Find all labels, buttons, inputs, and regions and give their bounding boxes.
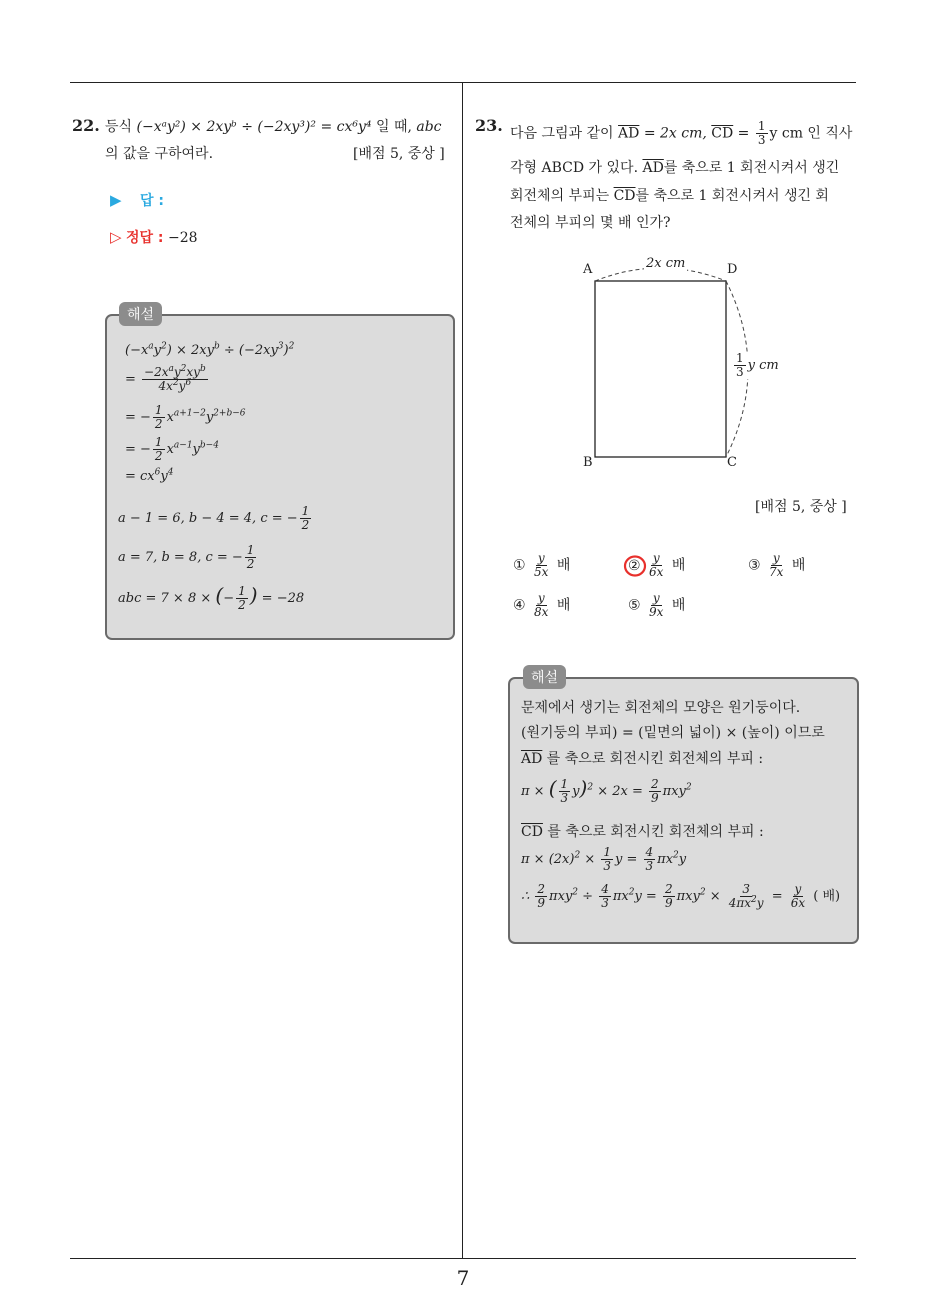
q22-answer-row <box>110 190 164 210</box>
q22-line2: 의 값을 구하여라. <box>105 146 214 162</box>
q23-line4: 전체의 부피의 몇 배 인가? <box>510 215 671 231</box>
q22-text-mid: 일 때, <box>375 119 412 135</box>
q23-sol-line-2: (원기둥의 부피) = (밑면의 넓이) × (높이) 이므로 <box>521 725 825 741</box>
q23-sol-line-7: ∴ $\frac{2}{9}$ πxy$^2$ ÷ $\frac{4}{3}$ $\pi x^2y$ = $\frac{2}{9}$ πxy$^2$ × $\frac{3}{4\pi x^2y}$ = $\frac{y}{6x}$ ( 배) <box>521 882 841 910</box>
q22-solution-tag: 해설 <box>119 302 162 326</box>
side-dimension-label <box>732 352 779 379</box>
q23-sol-line-1: 문제에서 생기는 회전체의 모양은 원기둥이다. <box>521 700 801 716</box>
question-22-text <box>105 114 455 140</box>
page-number: 7 <box>456 1266 470 1290</box>
selected-circle-mark <box>623 554 649 580</box>
side-label-unit: y cm <box>747 358 779 373</box>
side-label-den: 3 <box>736 365 744 379</box>
q23-score: [배점 5, 중상 ] <box>755 499 847 515</box>
segment-ad-label-2: $\overline{AD}$ <box>642 160 664 176</box>
choice-1[interactable]: ① $\frac{y}{5x}$ 배 <box>513 551 571 579</box>
q22-sol-line-1: $(-x^ay^2) \times 2xy^b \div (-2xy^3)^2$ <box>125 341 295 358</box>
choice-2[interactable]: ② $\frac{y}{6x}$ 배 <box>628 552 685 579</box>
correct-label: 정답 : <box>126 230 164 246</box>
rectangle-abcd <box>595 281 726 457</box>
q23-line2-a: 각형 ABCD 가 있다. <box>510 160 639 176</box>
q23-cd-value-post: y cm 인 직사 <box>769 125 853 142</box>
segment-cd-label: $\overline{CD}$ <box>711 125 734 142</box>
q23-sol-line-3: $\overline{AD}$ 를 축으로 회전시킨 회전체의 부피 : <box>521 751 764 767</box>
q23-sol-line-6: $\pi \times (2x)^2$ × $\frac{1}{3}$ y = $\frac{4}{3}$ $\pi x^2y$ <box>521 845 687 873</box>
vertex-d-label: D <box>727 262 738 277</box>
q23-line1 <box>510 120 852 147</box>
choice-3[interactable]: ③ $\frac{y}{7x}$ 배 <box>748 551 806 579</box>
q23-cd-value-pre: = <box>737 125 750 142</box>
q23-line3-b: 를 축으로 1 회전시켜서 생긴 회 <box>635 188 829 204</box>
q22-sol-line-7: a = 7, b = 8, c = − $\frac{1}{2}$ <box>118 543 255 571</box>
vertex-c-label: C <box>727 455 737 470</box>
column-divider <box>462 82 463 1258</box>
choice-4[interactable]: ④ $\frac{y}{8x}$ 배 <box>513 591 571 619</box>
q22-text-var: abc <box>416 119 442 135</box>
play-arrow-icon: ▶ <box>110 191 122 209</box>
segment-ad-label: $\overline{AD}$ <box>618 125 640 142</box>
q22-sol-line-2: = $\frac{-2x^ay^2xy^b}{4x^2y^6}$ <box>125 364 206 393</box>
q22-equation: (−xᵃy²) × 2xyᵇ ÷ (−2xy³)² = cx⁶y⁴ <box>136 119 372 135</box>
q23-ad-value: = 2x cm, <box>643 125 707 142</box>
q22-sol-line-3: = − $\frac{1}{2}$ $x^{a+1-2}y^{2+b-6}$ <box>125 403 246 431</box>
q23-line3-a: 회전체의 부피는 <box>510 188 610 204</box>
vertex-a-label: A <box>583 262 593 277</box>
bottom-rule <box>70 1258 856 1259</box>
q23-line2 <box>510 155 839 181</box>
question-number-22: 22. <box>72 116 100 135</box>
top-dimension-label: 2x cm <box>646 256 686 271</box>
answer-label: 답 : <box>140 193 164 209</box>
q23-line2-b: 를 축으로 1 회전시켜서 생긴 <box>663 160 840 176</box>
q22-correct-row <box>110 227 198 247</box>
choice-5[interactable]: ⑤ $\frac{y}{9x}$ 배 <box>628 591 686 619</box>
q22-sol-line-5: = $cx^6y^4$ <box>125 467 174 484</box>
q23-sol-line-4: π × ( $\frac{1}{3}$ y)$^2$ × 2x = $\frac{2}{9}$ πxy$^2$ <box>521 776 692 805</box>
q22-sol-line-6: a − 1 = 6, b − 4 = 4, c = − $\frac{1}{2}$ <box>118 504 310 532</box>
q22-score: [배점 5, 중상 ] <box>353 146 445 162</box>
outline-arrow-icon: ▷ <box>110 228 122 246</box>
question-number-23: 23. <box>475 116 503 135</box>
q23-line1-a: 다음 그림과 같이 <box>510 125 614 142</box>
segment-cd-label-2: $\overline{CD}$ <box>613 188 636 204</box>
top-rule <box>70 82 856 83</box>
side-label-num: 1 <box>736 351 744 365</box>
q22-text-pre: 등식 <box>105 119 133 135</box>
vertex-b-label: B <box>583 455 593 470</box>
q23-cd-fraction: $\frac{1}{3}$ <box>757 119 766 147</box>
q23-sol-line-5: $\overline{CD}$ 를 축으로 회전시킨 회전체의 부피 : <box>521 824 764 840</box>
q22-sol-line-4: = − $\frac{1}{2}$ $x^{a-1}y^{b-4}$ <box>125 435 219 463</box>
q23-solution-tag: 해설 <box>523 665 566 689</box>
correct-value: −28 <box>167 230 198 246</box>
q22-sol-line-8: abc = 7 × 8 × (− $\frac{1}{2}$ ) = −28 <box>118 583 305 612</box>
q23-line3 <box>510 183 829 209</box>
